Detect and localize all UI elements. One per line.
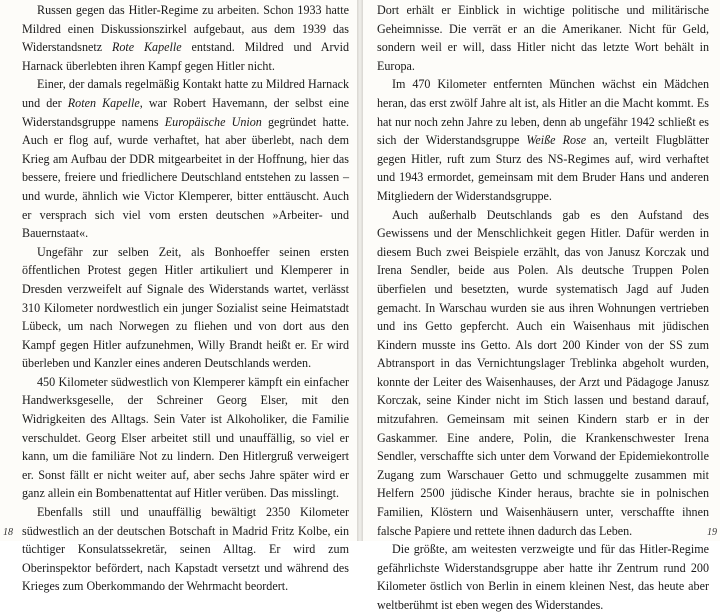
text-run: an, verteilt Flugblätter gegen Hitler, ruft zum Sturz des NS-Regimes auf, wird verhaftet und 1943 ermordet, gemeinsam mit dem Bruder Hans und anderen Mitgliedern der Widerstandsgruppe. (377, 133, 710, 203)
paragraph (377, 540, 709, 614)
italic-text: Weiße Rose (526, 133, 587, 148)
paragraph (22, 503, 349, 596)
paragraph (22, 75, 349, 242)
left-page (0, 0, 357, 594)
text-run: gegründet hatte. Auch er flog auf, wurde verhaftet, hat aber überlebt, nach dem Krieg am Aufbau der DDR mitgearbeitet in der Hoffnung, hier das bessere, freiere und friedlichere Deutschland entstehen zu lassen – und wurde, ähnlich wie Victor Klemperer, bitter enttäuscht. Auch er versprach sich viel vom ersten deutschen »Arbeiter- und Bauernstaat«. (22, 114, 349, 241)
page-number-right: 19 (707, 527, 717, 538)
text-run: entstand. Mildred und Arvid Harnack überlebten ihren Kampf gegen Hitler nicht. (22, 40, 349, 73)
paragraph (22, 1, 349, 75)
right-page (363, 0, 720, 612)
paragraph (377, 206, 709, 541)
left-page-text (22, 1, 349, 596)
right-page-text (377, 1, 709, 615)
paragraph (22, 373, 349, 503)
italic-text: Europäische Union (164, 114, 262, 129)
italic-text: Rote Kapelle (111, 40, 182, 55)
text-run: Auch außerhalb Deutschlands gab es den Aufstand des Gewissens und der Menschlichkeit gegen Hitler. Dafür werden in diesem Buch zwei Beispiele erzählt, das von Janusz Korczak und Irena Sendler, beide aus Polen. Als deutsche Truppen Polen überfielen und besetzten, wurde systematisch Jagd auf Juden gemacht. In Warschau wurden sie aus ihren Wohnungen vertrieben und ins Getto gepfercht. Auch ein Waisenhaus mit jüdischen Kindern musste ins Getto. Als dort 200 Kinder von der SS zum Abtransport in das Vernichtungslager Treblinka abgeholt wurden, konnte der Leiter des Waisenhauses, der Arzt und Pädagoge Janusz Korczak, seine Kinder nicht im Stich lassen und bestand darauf, mitzufahren. Gemeinsam mit seinen Kindern starb er in der Gaskammer. Eine andere, Polin, die Krankenschwester Irena Sendler, verschaffte sich unter dem Vorwand der Epidemiekontrolle Zugang zum Warschauer Getto und schmuggelte zusammen mit Helfern 2500 jüdische Kinder heraus, brachte sie in polnischen Familien, Klöstern und Waisenhäusern unter, verschaffte ihnen falsche Papiere und rettete ihnen dadurch das Leben. (377, 207, 709, 538)
text-run: Einer, der damals regelmäßig Kontakt hatte zu Mildred Harnack und der (22, 77, 349, 110)
paragraph (377, 75, 709, 205)
text-run: Im 470 Kilometer entfernten München wächst ein Mädchen heran, das erst zwölf Jahre alt ist, als Hitler an die Macht kommt. Es hat nur noch zehn Jahre zu leben, denn ab ungefähr 1942 schließt es sich der Widerstandsgruppe (377, 77, 709, 148)
text-run: Russen gegen das Hitler-Regime zu arbeiten. Schon 1933 hatte Mildred einen Diskussionszirkel aufgebaut, aus dem 1939 das Widerstandsnetz (22, 3, 349, 55)
paragraph (22, 243, 349, 373)
paragraph (377, 1, 709, 75)
text-run: Dort erhält er Einblick in wichtige politische und militärische Geheimnisse. Die verrät er an die Amerikaner. Nicht für Geld, sondern weil er will, dass Hitler nicht das letzte Wort behält in Europa. (377, 3, 709, 73)
text-run: , war Robert Havemann, der selbst eine Widerstandsgruppe namens (22, 95, 349, 129)
italic-text: Roten Kapelle (67, 95, 140, 110)
page-number-left: 18 (3, 527, 13, 538)
text-run: Ebenfalls still und unauffällig bewältigt 2350 Kilometer südwestlich an der deutschen Botschaft in Madrid Fritz Kolbe, ein tüchtiger Konsulatssekretär, seinen Alltag. Er wird zum Oberinspektor befördert, nach Kapstadt versetzt und während des Krieges zum Oberkommando der Wehrmacht beordert. (22, 505, 349, 594)
text-run: Ungefähr zur selben Zeit, als Bonhoeffer seinen ersten öffentlichen Protest gegen Hitler artikuliert und Klemperer in Dresden verzweifelt auf Signale des Widerstands wartet, verlässt 310 Kilometer nordwestlich ein junger Sozialist seine Heimatstadt Lübeck, um nach Norwegen zu fliehen und von dort aus den Kampf gegen Hitler aufzunehmen, Willy Brandt heißt er. Er wird überleben und Kanzler eines anderen Deutschlands werden. (22, 244, 349, 371)
text-run: Die größte, am weitesten verzweigte und für das Hitler-Regime gefährlichste Widerstandsgruppe aber hatte ihr Zentrum rund 200 Kilometer östlich von Berlin in einem kleinen Nest, das heute aber weltberühmt ist eben wegen des Widerstandes. (377, 542, 709, 612)
text-run: 450 Kilometer südwestlich von Klemperer kämpft ein einfacher Handwerksgeselle, der Schreiner Georg Elser, mit den Widrigkeiten des Alltags. Sein Vater ist Alkoholiker, die Familie verschuldet. Georg Elser arbeitet still und unauffällig, so viel er kann, um die familiäre Not zu lindern. Den Hitlergruß verweigert er. Sonst fällt er nicht weiter auf, aber sechs Jahre später wird er ganz allein ein Bombenattentat auf Hitler verüben. Das misslingt. (22, 374, 349, 501)
